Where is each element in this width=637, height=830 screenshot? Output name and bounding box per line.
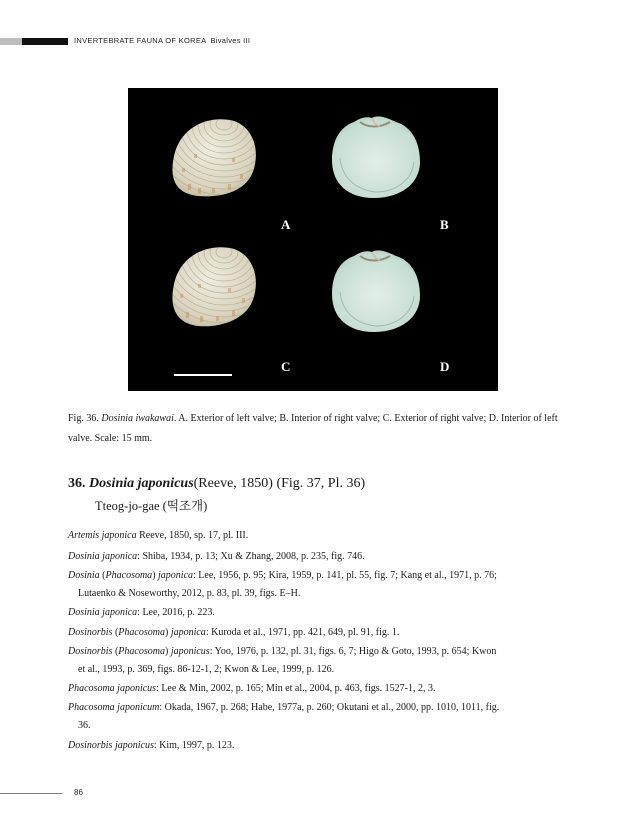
species-name: Dosinia japonicus bbox=[89, 476, 194, 491]
taxon-name: japonica bbox=[170, 627, 206, 638]
synonym-entry bbox=[68, 527, 560, 545]
synonym-entry bbox=[68, 680, 560, 698]
citation-text: : Kim, 1997, p. 123. bbox=[153, 740, 235, 751]
shell-c-exterior bbox=[150, 181, 298, 326]
taxon-name: Dosinorbis bbox=[68, 646, 113, 657]
citation-continuation bbox=[68, 585, 560, 603]
taxon-name: Dosinia bbox=[68, 570, 100, 581]
citation-text: : Yoo, 1976, p. 132, pl. 31, figs. 6, 7; Higo & Goto, 1993, p. 654; Kwon bbox=[209, 646, 497, 657]
taxon-name: Artemis japonica bbox=[68, 530, 137, 541]
header-bar-black bbox=[22, 38, 68, 45]
species-refs: (Fig. 37, Pl. 36) bbox=[276, 476, 366, 491]
shell-photo-plate bbox=[128, 88, 498, 391]
taxon-name: Phacosoma bbox=[118, 627, 165, 638]
header-bar-grey bbox=[0, 38, 22, 45]
citation-text: : Lee & Min, 2002, p. 165; Min et al., 2004, p. 463, figs. 1527-1, 2, 3. bbox=[156, 683, 436, 694]
citation-text: ( bbox=[112, 646, 119, 657]
taxon-name: Phacosoma japonicus bbox=[68, 683, 157, 694]
page-number: 86 bbox=[74, 788, 83, 797]
species-authority: (Reeve, 1850) bbox=[193, 476, 273, 491]
running-header bbox=[74, 36, 250, 45]
taxon-name: Dosinorbis bbox=[68, 627, 113, 638]
label-b: B bbox=[440, 217, 449, 232]
species-heading bbox=[68, 476, 365, 492]
citation-continuation bbox=[68, 717, 560, 735]
taxon-name: japonica bbox=[158, 570, 194, 581]
shell-d-interior bbox=[332, 250, 420, 332]
shell-photo-svg bbox=[128, 88, 498, 391]
synonym-entry bbox=[68, 624, 560, 642]
citation-text: : Okada, 1967, p. 268; Habe, 1977a, p. 260; Okutani et al., 2000, pp. 1010, 1011, fig. bbox=[159, 702, 500, 713]
synonym-entry bbox=[68, 548, 560, 566]
header-subtitle: Bivalves III bbox=[210, 36, 251, 45]
citation-text: ) bbox=[152, 570, 159, 581]
taxon-name: Phacosoma bbox=[105, 570, 153, 581]
citation-text: : Lee, 2016, p. 223. bbox=[137, 607, 215, 618]
citation-text: ( bbox=[99, 570, 106, 581]
citation-continuation bbox=[68, 661, 560, 679]
citation-text: Lutaenko & Noseworthy, 2012, p. 83, pl. 39, figs. E–H. bbox=[78, 588, 301, 599]
figure-caption bbox=[68, 409, 560, 449]
synonym-entry bbox=[68, 699, 560, 735]
species-number: 36. bbox=[68, 476, 86, 491]
caption-species: Dosinia iwakawai bbox=[101, 413, 174, 424]
label-a: A bbox=[281, 217, 291, 232]
taxon-name: Dosinia japonica bbox=[68, 607, 138, 618]
common-name: Tteog-jo-gae (떡조개) bbox=[95, 499, 208, 513]
citation-text: ) bbox=[164, 646, 171, 657]
citation-text: ( bbox=[112, 627, 119, 638]
citation-text: Reeve, 1850, sp. 17, pl. III. bbox=[136, 530, 249, 541]
taxon-name: japonicus bbox=[170, 646, 210, 657]
synonym-entry bbox=[68, 567, 560, 603]
scale-bar bbox=[174, 374, 232, 376]
citation-text: ) bbox=[164, 627, 171, 638]
taxon-name: Phacosoma japonicum bbox=[68, 702, 160, 713]
label-d: D bbox=[440, 359, 450, 374]
taxon-name: Phacosoma bbox=[118, 646, 165, 657]
synonym-entry bbox=[68, 737, 560, 755]
synonym-entry bbox=[68, 604, 560, 622]
synonym-entry bbox=[68, 643, 560, 679]
shell-b-interior bbox=[332, 116, 420, 198]
citation-text: et al., 1993, p. 369, figs. 86-12-1, 2; Kwon & Lee, 1999, p. 126. bbox=[78, 664, 335, 675]
shell-a-exterior bbox=[150, 88, 298, 196]
citation-text: : Lee, 1956, p. 95; Kira, 1959, p. 141, pl. 55, fig. 7; Kang et al., 1971, p. 76; bbox=[193, 570, 497, 581]
citation-text: : Shiba, 1934, p. 13; Xu & Zhang, 2008, p. 235, fig. 746. bbox=[137, 551, 365, 562]
taxon-name: Dosinorbis japonicus bbox=[68, 740, 154, 751]
citation-text: : Kuroda et al., 1971, pp. 421, 649, pl. 91, fig. 1. bbox=[205, 627, 400, 638]
caption-prefix: Fig. 36. bbox=[68, 413, 102, 424]
citation-text: 36. bbox=[78, 720, 91, 731]
label-c: C bbox=[281, 359, 291, 374]
caption-text: . A. Exterior of left valve; B. Interior of right valve; C. Exterior of right valve; D. Interior of left valve. Scale: 15 mm. bbox=[68, 413, 558, 444]
footer-rule bbox=[0, 793, 62, 794]
header-title: INVERTEBRATE FAUNA OF KOREA bbox=[74, 36, 207, 45]
taxon-name: Dosinia japonica bbox=[68, 551, 138, 562]
